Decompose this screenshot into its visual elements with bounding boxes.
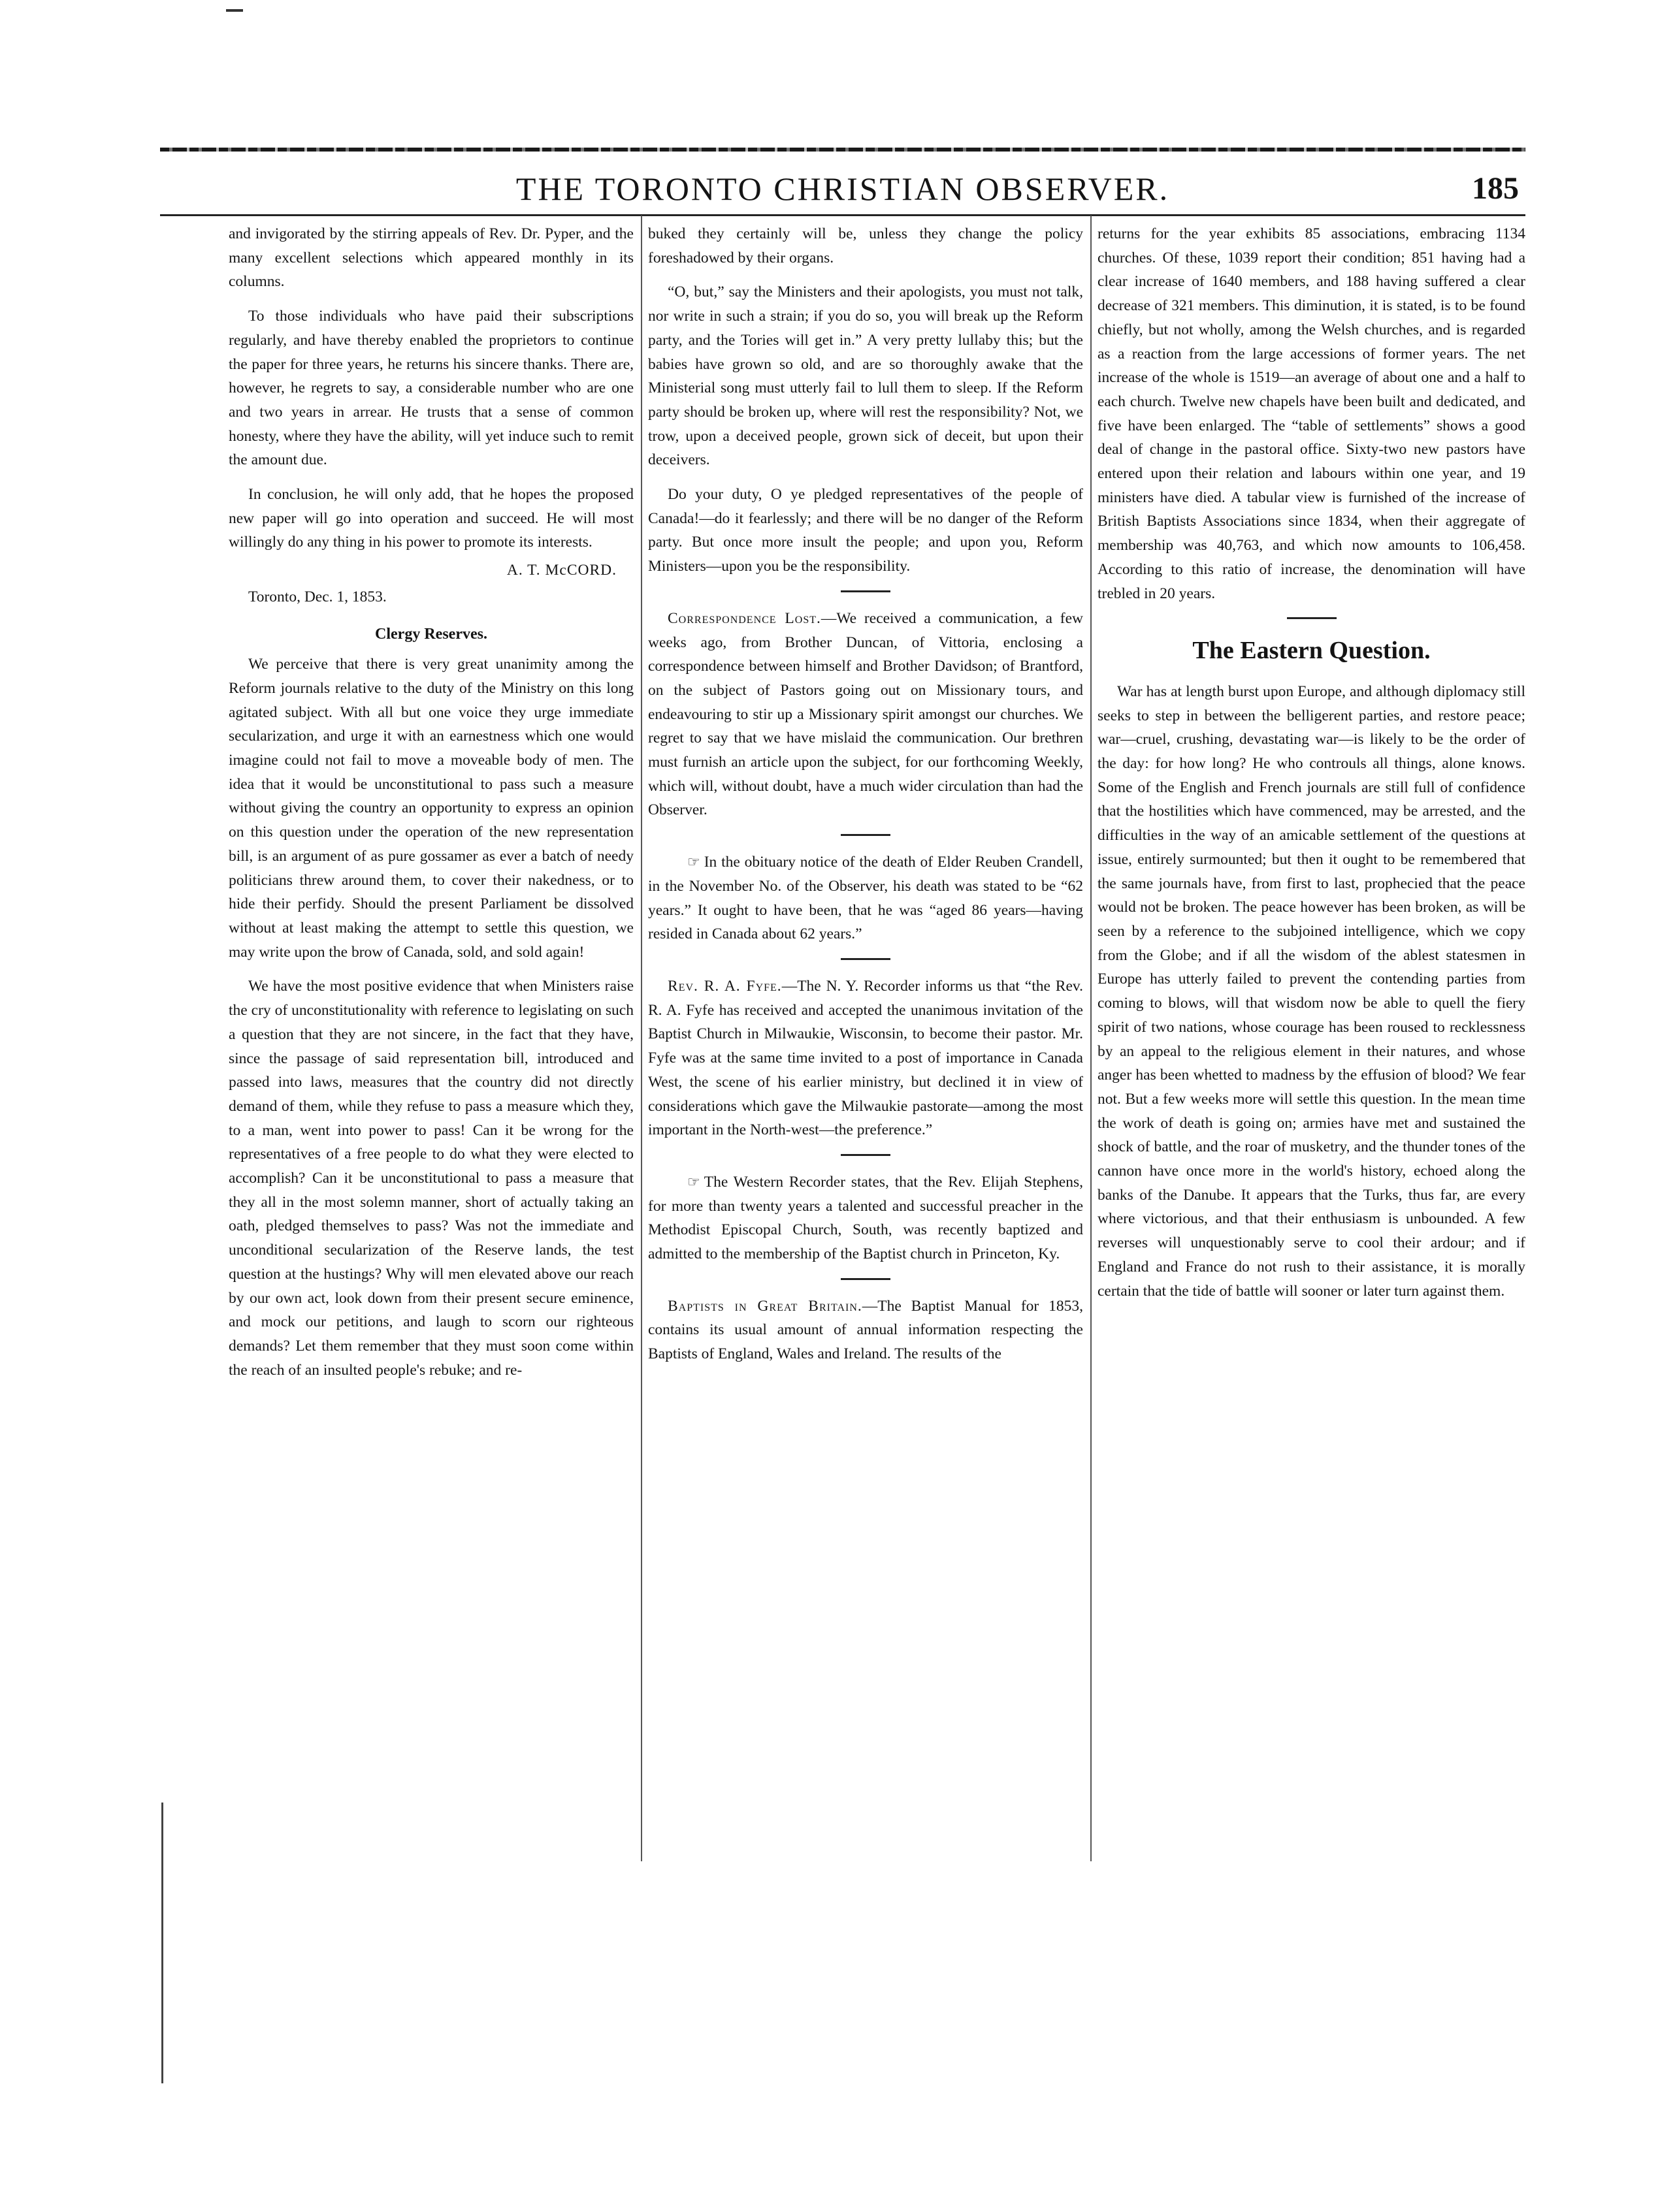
article-divider (1287, 617, 1337, 619)
article-divider (841, 1278, 890, 1280)
col2-paragraph-8: Baptists in Great Britain.—The Baptist Manual for 1853, contains its usual amount of annual information respecting the Baptists of England, Wales and Ireland. The results of the (648, 1297, 1083, 1363)
item-lead-rev-fyfe: Rev. R. A. Fyfe. (668, 977, 782, 995)
column-3 (1098, 222, 1525, 1959)
col3-paragraph-2: War has at length burst upon Europe, and although diplomacy still seeks to step in between the belligerent parties, and restore peace; war—cruel, crushing, devastating war—is likely to be the order of the day: for how long? He who controuls all things, alone knows. Some of the English and French journals are still full of confidence that the hostilities which have commenced, may be arrested, and the difficulties in the way of an amicable settlement of the questions at issue, entirely surmounted; but then it ought to be remembered that the same journals have, from first to last, prophecied that the peace would not be broken. The peace however has been broken, as will be seen by a reference to the subjoined intelligence, which we copy from the Globe; and if all the wisdom of the ablest statesmen in Europe has utterly failed to prevent the contending parties from coming to blows, will that wisdom now be able to quell the fiery spirit of two nations, whose courage has been roused to recklessness by an appeal to the religious element in their natures, and whose anger has been whetted to madness by the effusion of blood? We fear not. But a few weeks more will settle this question. In the mean time the work of death is going on; armies have met and sustained the shock of battle, and the roar of musketry, and the thunder tones of the cannon have once more in the world's history, echoed along the banks of the Danube. It appears that the Turks, thus far, are every where victorious, and that their enthusiasm is unbounded. A few reverses will unquestionably serve to cool their ardour; and if England and France do not rush to their assistance, it is morally certain that the tide of battle will sooner or later turn against them. (1098, 682, 1525, 1300)
page-header (160, 167, 1525, 213)
signature: A. T. McCORD. (506, 562, 617, 579)
col1-paragraph-4: We perceive that there is very great unanimity among the Reform journals relative to the duty of the Ministry on this long agitated subject. With all but one voice they urge immediate secularization, and urge it with an earnestness which one would imagine could not fail to move a moveable body of men. The idea that it would be unconstitutional to pass such a measure without giving the country an opportunity to express an opinion on this question under the operation of the new representation bill, is an argument of as pure gossamer as ever a batch of needy politicians threw around them, to cover their nakedness, or to hide their perfidy. Should the present Parliament be dissolved without at least making the attempt to settle this question, we may write upon the brow of Canada, sold, and sold again! (229, 656, 634, 961)
article-divider (841, 590, 890, 592)
item-lead-correspondence-lost: Correspondence Lost. (668, 609, 821, 627)
pointing-hand-icon: ☞ (687, 854, 700, 871)
col2-paragraph-2: “O, but,” say the Ministers and their apologists, you must not talk, nor write in such a strain; if you do so, you will break up the Reform party, and the Tories will get in.” A very pretty lullaby this; but the babies have grown so old, and are so thoroughly awake that the Ministerial song must utterly fail to lull them to sleep. If the Reform party should be broken up, where will rest the responsibility? Not, we trow, upon a deceived people, grown sick of deceit, but upon their deceivers. (648, 283, 1083, 469)
column-divider-1 (641, 216, 642, 1861)
margin-mark (161, 1803, 163, 2083)
corner-mark (226, 9, 243, 12)
section-title-eastern-question: The Eastern Question. (1192, 637, 1431, 665)
header-rule (160, 214, 1525, 216)
dateline: Toronto, Dec. 1, 1853. (248, 588, 387, 605)
col1-paragraph-5: We have the most positive evidence that when Ministers raise the cry of unconstitutionality with reference to legislating on such a question that they are not sincere, in the fact that they have, since the passage of said representation bill, introduced and passed into laws, measures that the country did not directly demand of them, while they refuse to pass a measure which they, to a man, went into power to pass! Can it be wrong for the representatives of a free people to do what they were elected to accomplish? Can it be unconstitutional to pass a measure that they all in the most solemn manner, short of actually taking an oath, pledged themselves to pass? Was not the immediate and unconditional secularization of the Reserve lands, the test question at the hustings? Why will men elevated above our reach by our own act, look down from their present secure eminence, and mock our petitions, and laugh to scorn our righteous demands? Let them remember that they must soon come within the reach of an insulted people's rebuke; and re- (229, 978, 634, 1379)
col2-paragraph-4: Correspondence Lost.—We received a communication, a few weeks ago, from Brother Duncan, of Vittoria, enclosing a correspondence between himself and Brother Davidson; of Brantford, on the subject of Pastors going out on Missionary tours, and endeavouring to stir up a Missionary spirit amongst our churches. We regret to say that we have mislaid the communication. Our brethren must furnish an article upon the subject, for our forthcoming Weekly, which will, without doubt, have a much wider circulation than had the Observer. (648, 609, 1083, 819)
col3-paragraph-1: returns for the year exhibits 85 associations, embracing 1134 churches. Of these, 1039 report their condition; 851 having had a clear increase of 1640 members, and 188 having suffered a clear decrease of 321 members. This diminution, it is stated, is to be found chiefly, but not wholly, among the Welsh churches, and is regarded as a reaction from the large accessions of former years. The net increase of the whole is 1519—an average of about one and a half to each church. Twelve new chapels have been built and dedicated, and five have been enlarged. The “table of settlements” shows a good deal of change in the pastoral office. Sixty-two new pastors have entered upon their relation and labours within one year, and 19 ministers have died. A tabular view is furnished of the increase of British Baptists Associations since 1834, when their aggregate of membership was 40,763, and which now amounts to 106,458. According to this ratio of increase, the denomination will have trebled in 20 years. (1098, 225, 1525, 602)
section-title-clergy-reserves: Clergy Reserves. (375, 625, 487, 643)
col2-paragraph-5: ☞ In the obituary notice of the death of Elder Reuben Crandell, in the November No. of the Observer, his death was stated to be “62 years.” It ought to have been, that he was “aged 86 years—having resided in Canada about 62 years.” (648, 850, 1083, 946)
col1-paragraph-1: and invigorated by the stirring appeals of Rev. Dr. Pyper, and the many excellent selections which appeared monthly in its columns. (229, 225, 634, 291)
col2-paragraph-1: buked they certainly will be, unless they change the policy foreshadowed by their organs. (648, 225, 1083, 266)
masthead-title: THE TORONTO CHRISTIAN OBSERVER. (515, 170, 1170, 207)
col2-paragraph-7: ☞ The Western Recorder states, that the Rev. Elijah Stephens, for more than twenty years a talented and successful preacher in the Methodist Episcopal Church, South, was recently baptized and admitted to the membership of the Baptist church in Princeton, Ky. (648, 1170, 1083, 1266)
col2-paragraph-6: Rev. R. A. Fyfe.—The N. Y. Recorder informs us that “the Rev. R. A. Fyfe has received and accepted the unanimous invitation of the Baptist Church in Milwaukie, Wisconsin, to become their pastor. Mr. Fyfe was at the same time invited to a post of importance in Canada West, the scene of his earlier ministry, but declined it in view of considerations which gave the Milwaukie pastorate—among the most important in the North-west—the preference.” (648, 977, 1083, 1139)
col1-paragraph-2: To those individuals who have paid their subscriptions regularly, and have thereby enabled the proprietors to continue the paper for three years, he returns his sincere thanks. There are, however, he regrets to say, a considerable number who are one and two years in arrear. He trusts that a sense of common honesty, where they have the ability, will yet induce such to remit the amount due. (229, 308, 634, 469)
column-2 (648, 222, 1083, 1959)
article-divider (841, 1154, 890, 1156)
item-lead-baptists-in-great-britain: Baptists in Great Britain. (668, 1297, 862, 1315)
column-1 (229, 222, 634, 1959)
page-number: 185 (1472, 171, 1519, 206)
column-divider-2 (1090, 216, 1092, 1861)
col2-paragraph-3: Do your duty, O ye pledged representatives of the people of Canada!—do it fearlessly; and there will be no danger of the Reform party. But once more insult the people; and upon you, Reform Ministers—upon you be the responsibility. (648, 486, 1083, 575)
article-divider (841, 958, 890, 960)
article-divider (841, 834, 890, 836)
top-ornamental-rule (160, 148, 1525, 152)
col1-paragraph-3: In conclusion, he will only add, that he hopes the proposed new paper will go into operation and succeed. He will most willingly do any thing in his power to promote its interests. (229, 486, 634, 551)
pointing-hand-icon: ☞ (687, 1173, 700, 1190)
